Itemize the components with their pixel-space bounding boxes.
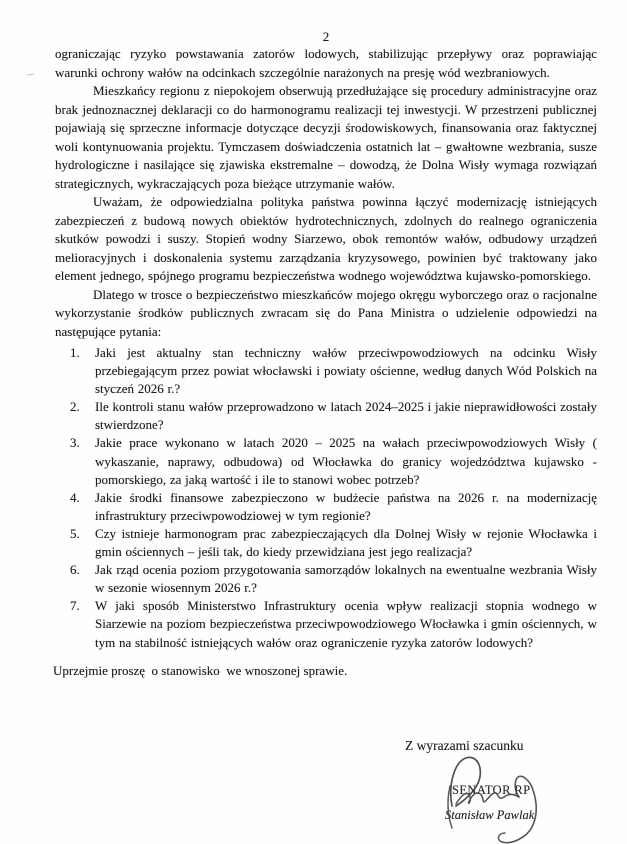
questions-list [55, 344, 597, 652]
body-paragraph: ograniczając ryzyko powstawania zatorów lodowych, stabilizując przepływy oraz poprawiając warunki ochrony wałów na odcinkach szczególnie narażonych na presję wód wezbraniowych. [55, 46, 597, 80]
question-item: W jaki sposób Ministerstwo Infrastruktury ocenia wpływ realizacji stopnia wodnego w Siarzewie na poziom bezpieczeństwa przeciwpowodziowego Włocławka i gmin ościennych, w tym na stabilność istniejących wałów oraz ograniczenie ryzyka zatorów lodowych? [95, 598, 597, 650]
body-paragraph: Mieszkańcy regionu z niepokojem obserwują przedłużające się procedury administracyjne oraz brak jednoznacznej deklaracji co do harmonogramu realizacji tej inwestycji. W przestrzeni publicznej pojawiają się sprzeczne informacje dotyczące decyzji środowiskowych, finansowania oraz faktycznej woli kontynuowania projektu. Tymczasem doświadczenia ostatnich lat – gwałtowne wezbrania, susze hydrologiczne i nasilające się zjawiska ekstremalne – dowodzą, że Dolna Wisły wymaga rozwiązań strategicznych, wykraczających poza bieżące utrzymanie wałów. [55, 83, 597, 191]
scan-artifact [27, 73, 34, 76]
question-item: Ile kontroli stanu wałów przeprowadzono w latach 2024–2025 i jakie nieprawidłowości zostały stwierdzone? [95, 399, 597, 433]
closing-salutation: Z wyrazami szacunku [405, 738, 524, 753]
body-paragraph: Uważam, że odpowiedzialna polityka państwa powinna łączyć modernizację istniejących zabezpieczeń z budową nowych obiektów hydrotechnicznych, zdolnych do realnego ograniczenia skutków powodzi i suszy. Stopień wodny Siarzewo, obok remontów wałów, odbudowy urządzeń melioracyjnych i doskonalenia systemu zarządzania kryzysowego, powinien być traktowany jako element jednego, spójnego programu bezpieczeństwa wodnego województwa kujawsko-pomorskiego. [55, 194, 597, 283]
signer-name: Stanisław Pawlak [445, 808, 535, 822]
closing-request: Uprzejmie proszę o stanowisko we wnoszonej sprawie. [53, 662, 348, 678]
question-item: Jakie środki finansowe zabezpieczono w budżecie państwa na 2026 r. na modernizację infrastruktury przeciwpowodziowej w tym regionie? [95, 489, 597, 523]
question-item: Jakie prace wykonano w latach 2020 – 2025 na wałach przeciwpowodziowych Wisły ( wykaszanie, naprawy, odbudowa) od Włocławka do granicy wojedzództwa kujawsko - pomorskiego, za jaką wartość i ile to stanowi wobec potrzeb? [95, 435, 597, 487]
question-item: Czy istnieje harmonogram prac zabezpieczających dla Dolnej Wisły w rejonie Włocławka i gmin ościennych – jeśli tak, do kiedy przewidziana jest jego realizacja? [95, 525, 597, 560]
body-paragraph: Dlatego w trosce o bezpieczeństwo mieszkańców mojego okręgu wyborczego oraz o racjonalne wykorzystanie środków publicznych zwracam się do Pana Ministra o udzielenie odpowiedzi na następujące pytania: [55, 286, 597, 339]
question-item: Jaki jest aktualny stan techniczny wałów przeciwpowodziowych na odcinku Wisły przebiegającym przez powiat włocławski i powiaty ościenne, według danych Wód Polskich na styczeń 2026 r.? [95, 345, 597, 397]
page-number: 2 [322, 29, 330, 44]
letter-body [55, 45, 597, 680]
question-item: Jak rząd ocenia poziom przygotowania samorządów lokalnych na ewentualne wezbrania Wisły w sezonie wiosennym 2026 r.? [95, 562, 597, 596]
signer-title: SENATOR RP [452, 783, 531, 797]
handwritten-signature-icon [440, 752, 550, 844]
